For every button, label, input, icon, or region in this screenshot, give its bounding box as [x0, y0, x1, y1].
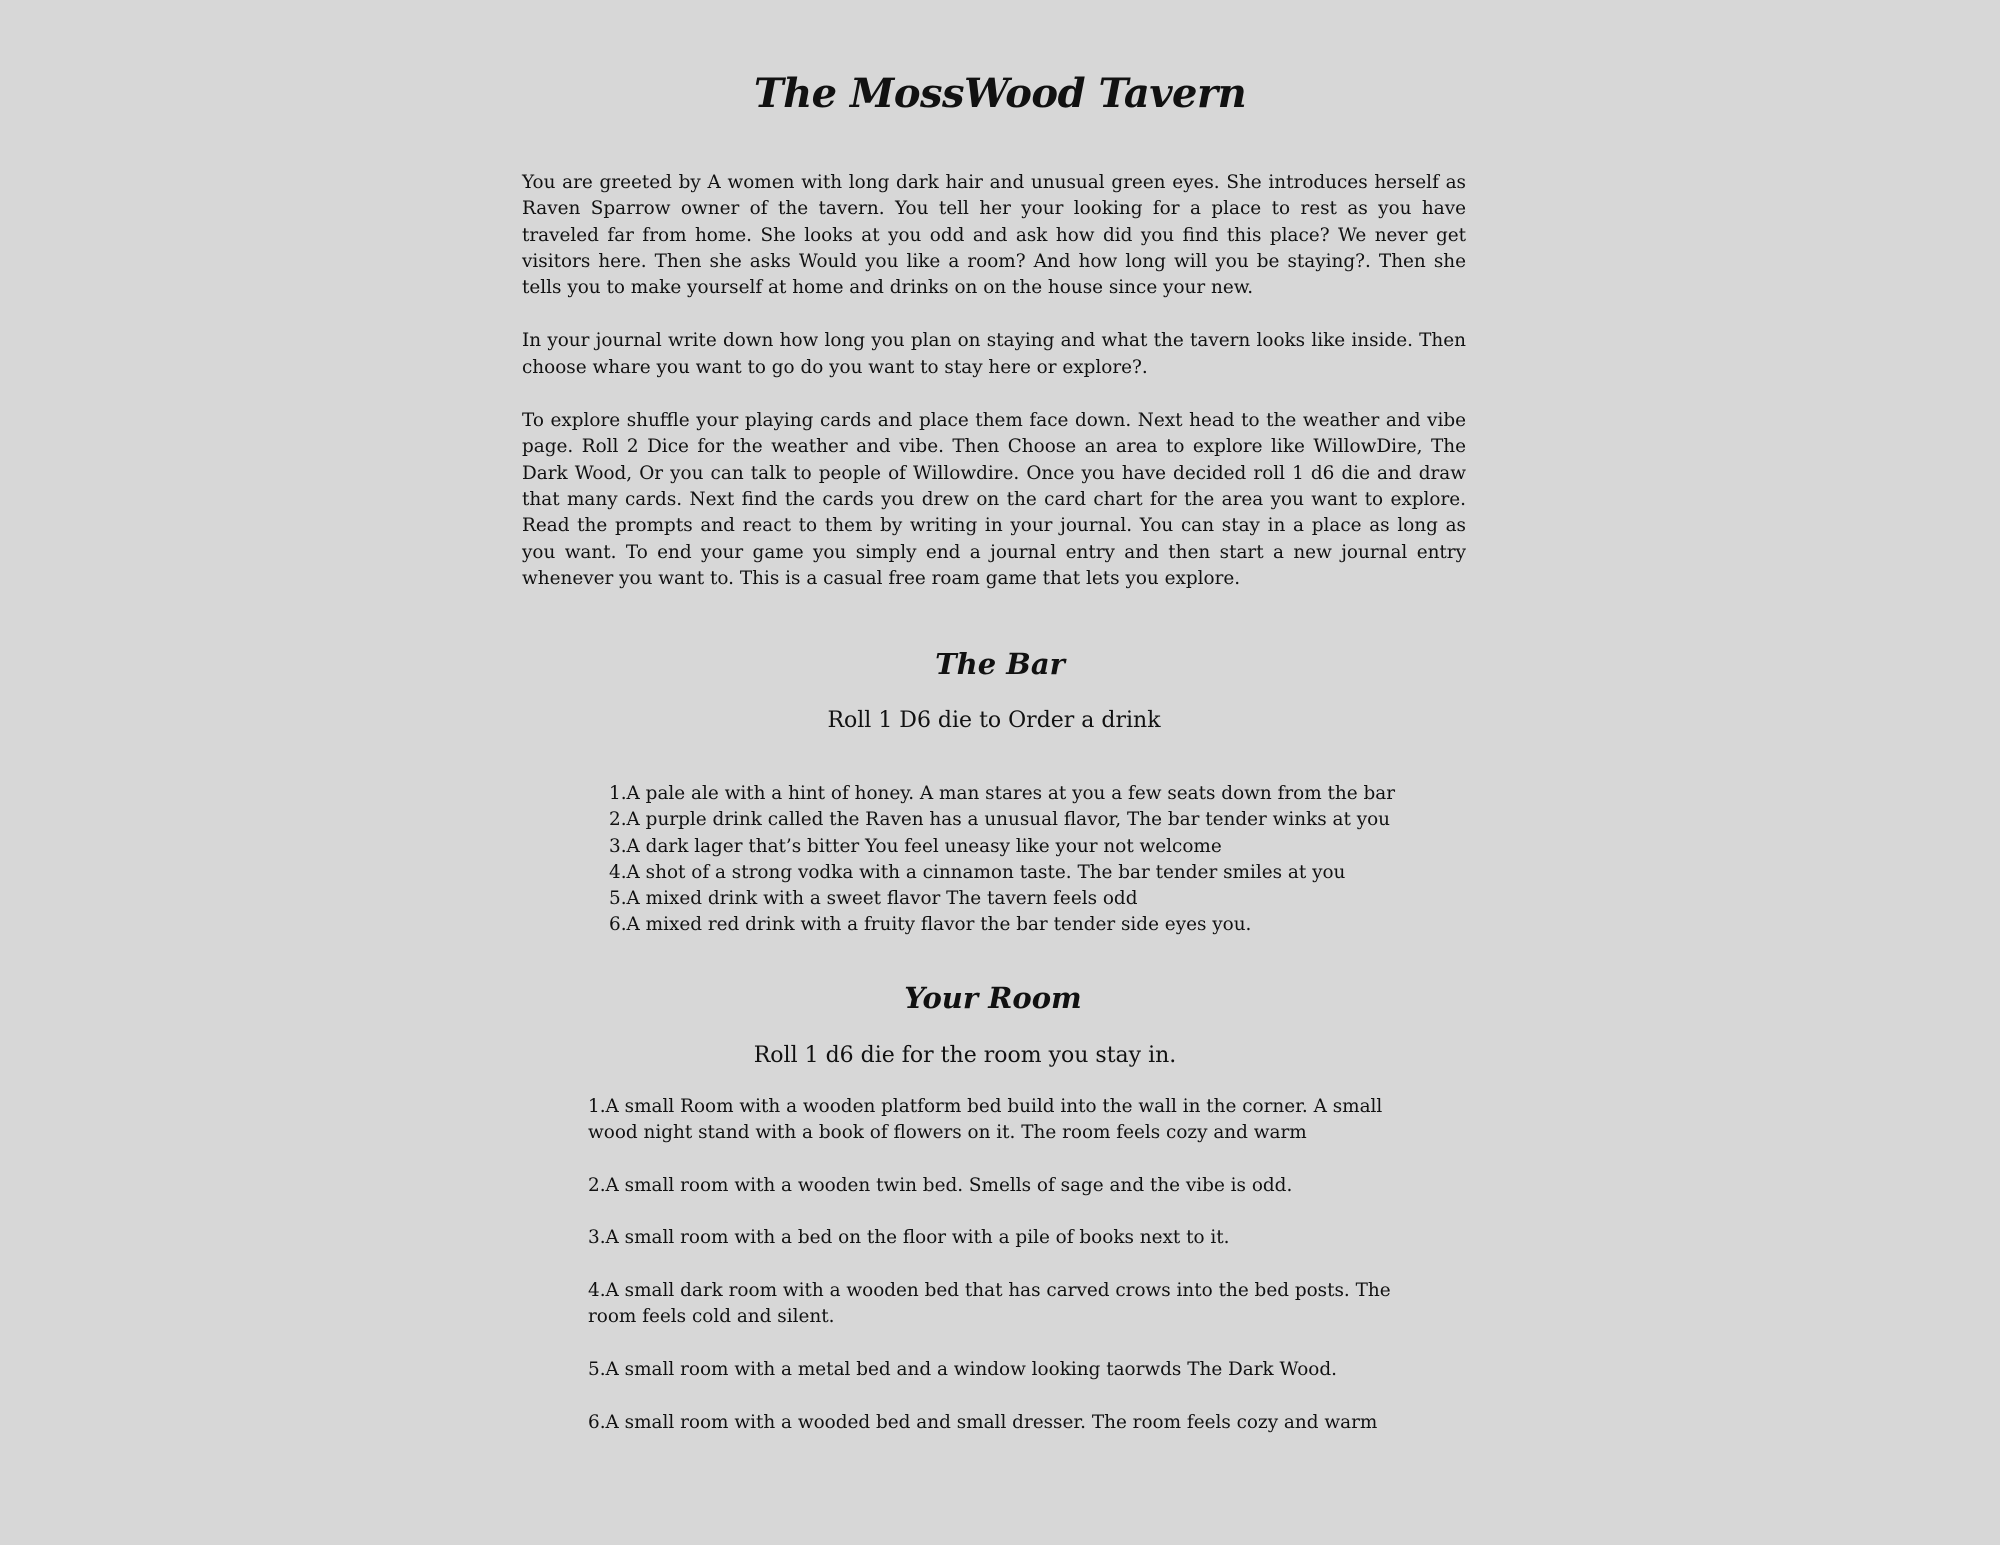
list-item: 1.A pale ale with a hint of honey. A man stares at you a few seats down from the bar: [609, 783, 1396, 804]
list-item: 5.A small room with a metal bed and a window looking taorwds The Dark Wood.: [588, 1358, 1337, 1380]
list-item: 3.A small room with a bed on the floor with a pile of books next to it.: [588, 1227, 1230, 1249]
page-title: The MossWood Tavern: [753, 70, 1247, 117]
list-item: 1.A small Room with a wooden platform bed build into the wall in the corner. A small wood night stand with a book of flowers on it. The room feels cozy and warm: [588, 1096, 1383, 1144]
intro-paragraph: In your journal write down how long you plan on staying and what the tavern looks like inside. Then choose whare you want to go do you want to stay here or explore?.: [522, 330, 1466, 378]
list-item: 4.A small dark room with a wooden bed that has carved crows into the bed posts. The room feels cold and silent.: [588, 1280, 1391, 1328]
bar-drink-list: [609, 781, 1395, 939]
intro-paragraph: To explore shuffle your playing cards and place them face down. Next head to the weather and vibe page. Roll 2 Dice for the weather and vibe. Then Choose an area to explore like WillowDire, The Dark Wood, Or you can talk to people of Willowdire. Once you have decided roll 1 d6 die and draw that many cards. Next find the cards you drew on the card chart for the area you want to explore. Read the prompts and react to them by writing in your journal. You can stay in a place as long as you want. To end your game you simply end a journal entry and then start a new journal entry whenever you want to. This is a casual free roam game that lets you explore.: [522, 410, 1466, 589]
list-item: 6.A small room with a wooded bed and small dresser. The room feels cozy and warm: [588, 1411, 1378, 1433]
list-item: 2.A small room with a wooden twin bed. Smells of sage and the vibe is odd.: [588, 1174, 1293, 1196]
bar-heading: The Bar: [935, 647, 1065, 681]
list-item: 2.A purple drink called the Raven has a unusual flavor, The bar tender winks at you: [609, 809, 1391, 831]
intro-section: [522, 170, 1466, 619]
list-item: 5.A mixed drink with a sweet flavor The tavern feels odd: [609, 888, 1138, 910]
list-item: 6.A mixed red drink with a fruity flavor the bar tender side eyes you.: [609, 914, 1252, 936]
list-item: 4.A shot of a strong vodka with a cinnamon taste. The bar tender smiles at you: [609, 861, 1346, 883]
room-heading: Your Room: [904, 981, 1082, 1015]
bar-subheading: Roll 1 D6 die to Order a drink: [827, 708, 1161, 733]
room-list: [588, 1094, 1408, 1462]
list-item: 3.A dark lager that’s bitter You feel uneasy like your not welcome: [609, 835, 1222, 857]
intro-paragraph: You are greeted by A women with long dark hair and unusual green eyes. She introduces herself as Raven Sparrow owner of the tavern. You tell her your looking for a place to rest as you have traveled far from home. She looks at you odd and ask how did you find this place? We never get visitors here. Then she asks Would you like a room? And how long will you be staying?. Then she tells you to make yourself at home and drinks on on the house since your new.: [522, 172, 1466, 299]
room-subheading: Roll 1 d6 die for the room you stay in.: [753, 1043, 1177, 1068]
